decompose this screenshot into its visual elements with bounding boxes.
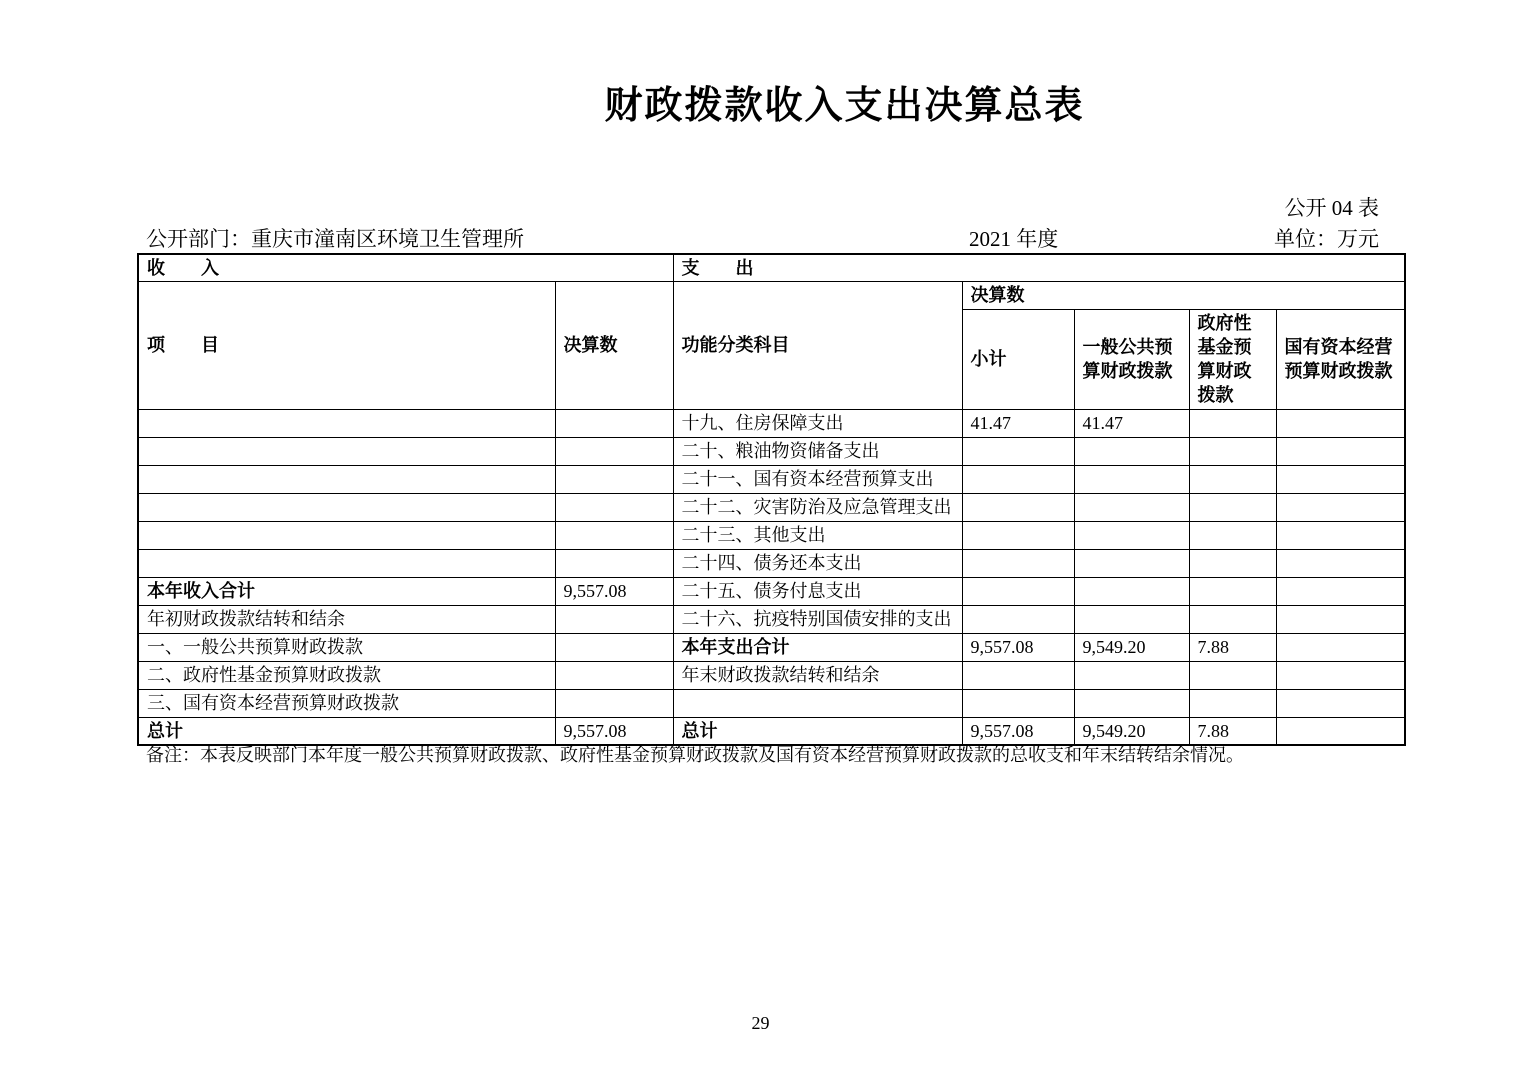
income-item-cell: [138, 549, 555, 577]
income-item-cell: 年初财政拨款结转和结余: [138, 605, 555, 633]
fiscal-year-label: 2021 年度: [969, 227, 1059, 251]
section-header-row: [138, 254, 1405, 282]
subtotal-header: 小计: [962, 309, 1074, 409]
state-capital-cell: [1276, 409, 1405, 437]
general-budget-cell: [1074, 577, 1189, 605]
subtotal-cell: [962, 521, 1074, 549]
table-row: [138, 661, 1405, 689]
income-value-cell: [555, 633, 673, 661]
gov-fund-cell: 7.88: [1189, 633, 1276, 661]
subtotal-cell: [962, 661, 1074, 689]
general-budget-cell: 9,549.20: [1074, 717, 1189, 745]
state-capital-cell: [1276, 689, 1405, 717]
income-value-cell: [555, 549, 673, 577]
state-capital-cell: [1276, 437, 1405, 465]
general-budget-cell: 41.47: [1074, 409, 1189, 437]
expense-item-cell: 二十六、抗疫特别国债安排的支出: [673, 605, 962, 633]
table-row: [138, 549, 1405, 577]
subtotal-cell: [962, 437, 1074, 465]
income-item-header: 项 目: [138, 282, 555, 409]
income-value-cell: 9,557.08: [555, 577, 673, 605]
expense-section-header: 支 出: [673, 254, 1405, 282]
subtotal-cell: 9,557.08: [962, 633, 1074, 661]
gov-fund-cell: 7.88: [1189, 717, 1276, 745]
general-budget-cell: [1074, 521, 1189, 549]
subtotal-cell: [962, 605, 1074, 633]
general-budget-cell: [1074, 661, 1189, 689]
expense-item-cell: 二十一、国有资本经营预算支出: [673, 465, 962, 493]
state-capital-cell: [1276, 633, 1405, 661]
general-budget-cell: [1074, 465, 1189, 493]
table-row: [138, 437, 1405, 465]
expense-value-header: 决算数: [962, 282, 1405, 309]
income-value-cell: [555, 465, 673, 493]
income-item-cell: 二、政府性基金预算财政拨款: [138, 661, 555, 689]
gov-fund-cell: [1189, 605, 1276, 633]
income-item-cell: 本年收入合计: [138, 577, 555, 605]
gov-fund-cell: [1189, 689, 1276, 717]
income-value-header: 决算数: [555, 282, 673, 409]
state-capital-cell: [1276, 605, 1405, 633]
gov-fund-cell: [1189, 437, 1276, 465]
gov-fund-cell: [1189, 577, 1276, 605]
expense-item-cell: 二十、粮油物资储备支出: [673, 437, 962, 465]
gov-fund-header: 政府性基金预算财政拨款: [1189, 309, 1276, 409]
subtotal-cell: [962, 465, 1074, 493]
income-value-cell: [555, 521, 673, 549]
income-value-cell: [555, 605, 673, 633]
table-row: [138, 577, 1405, 605]
expense-item-cell: [673, 689, 962, 717]
expense-item-cell: 总计: [673, 717, 962, 745]
state-capital-cell: [1276, 465, 1405, 493]
table-code-label: 公开 04 表: [1284, 196, 1379, 220]
state-capital-cell: [1276, 717, 1405, 745]
general-budget-cell: [1074, 605, 1189, 633]
gov-fund-cell: [1189, 661, 1276, 689]
income-item-cell: [138, 465, 555, 493]
expense-item-cell: 二十四、债务还本支出: [673, 549, 962, 577]
table-row: [138, 605, 1405, 633]
subtotal-cell: 41.47: [962, 409, 1074, 437]
expense-item-cell: 二十五、债务付息支出: [673, 577, 962, 605]
general-budget-cell: [1074, 437, 1189, 465]
expense-item-cell: 二十三、其他支出: [673, 521, 962, 549]
expense-item-cell: 本年支出合计: [673, 633, 962, 661]
income-item-cell: [138, 493, 555, 521]
gov-fund-cell: [1189, 549, 1276, 577]
expense-item-cell: 二十二、灾害防治及应急管理支出: [673, 493, 962, 521]
income-item-cell: 总计: [138, 717, 555, 745]
subtotal-cell: [962, 689, 1074, 717]
unit-label: 单位：万元: [1274, 227, 1379, 251]
state-capital-header: 国有资本经营预算财政拨款: [1276, 309, 1405, 409]
income-item-cell: [138, 437, 555, 465]
expense-item-cell: 十九、住房保障支出: [673, 409, 962, 437]
column-header-row: [138, 282, 1405, 309]
general-budget-cell: [1074, 689, 1189, 717]
income-item-cell: 三、国有资本经营预算财政拨款: [138, 689, 555, 717]
general-budget-header: 一般公共预算财政拨款: [1074, 309, 1189, 409]
income-value-cell: [555, 437, 673, 465]
income-value-cell: [555, 409, 673, 437]
page-title: 财政拨款收入支出决算总表: [604, 85, 1085, 127]
state-capital-cell: [1276, 521, 1405, 549]
general-budget-cell: 9,549.20: [1074, 633, 1189, 661]
gov-fund-cell: [1189, 493, 1276, 521]
fiscal-appropriation-table: [137, 253, 1406, 746]
table-row: [138, 409, 1405, 437]
expense-item-cell: 年末财政拨款结转和结余: [673, 661, 962, 689]
income-section-header: 收 入: [138, 254, 673, 282]
income-value-cell: [555, 689, 673, 717]
table-row: [138, 521, 1405, 549]
table-row: [138, 689, 1405, 717]
income-value-cell: [555, 493, 673, 521]
subtotal-cell: [962, 549, 1074, 577]
income-value-cell: 9,557.08: [555, 717, 673, 745]
state-capital-cell: [1276, 577, 1405, 605]
subtotal-cell: 9,557.08: [962, 717, 1074, 745]
income-item-cell: [138, 521, 555, 549]
table-row: [138, 465, 1405, 493]
table-row: [138, 633, 1405, 661]
subtotal-cell: [962, 577, 1074, 605]
general-budget-cell: [1074, 493, 1189, 521]
income-value-cell: [555, 661, 673, 689]
table-row: [138, 493, 1405, 521]
gov-fund-cell: [1189, 409, 1276, 437]
general-budget-cell: [1074, 549, 1189, 577]
expense-item-header: 功能分类科目: [673, 282, 962, 409]
state-capital-cell: [1276, 661, 1405, 689]
subtotal-cell: [962, 493, 1074, 521]
state-capital-cell: [1276, 493, 1405, 521]
footnote: 备注：本表反映部门本年度一般公共预算财政拨款、政府性基金预算财政拨款及国有资本经营预算财政拨款的总收支和年末结转结余情况。: [146, 745, 1244, 765]
state-capital-cell: [1276, 549, 1405, 577]
gov-fund-cell: [1189, 521, 1276, 549]
income-item-cell: [138, 409, 555, 437]
income-item-cell: 一、一般公共预算财政拨款: [138, 633, 555, 661]
page-number: 29: [751, 1013, 770, 1033]
gov-fund-cell: [1189, 465, 1276, 493]
department-label: 公开部门：重庆市潼南区环境卫生管理所: [146, 227, 524, 251]
